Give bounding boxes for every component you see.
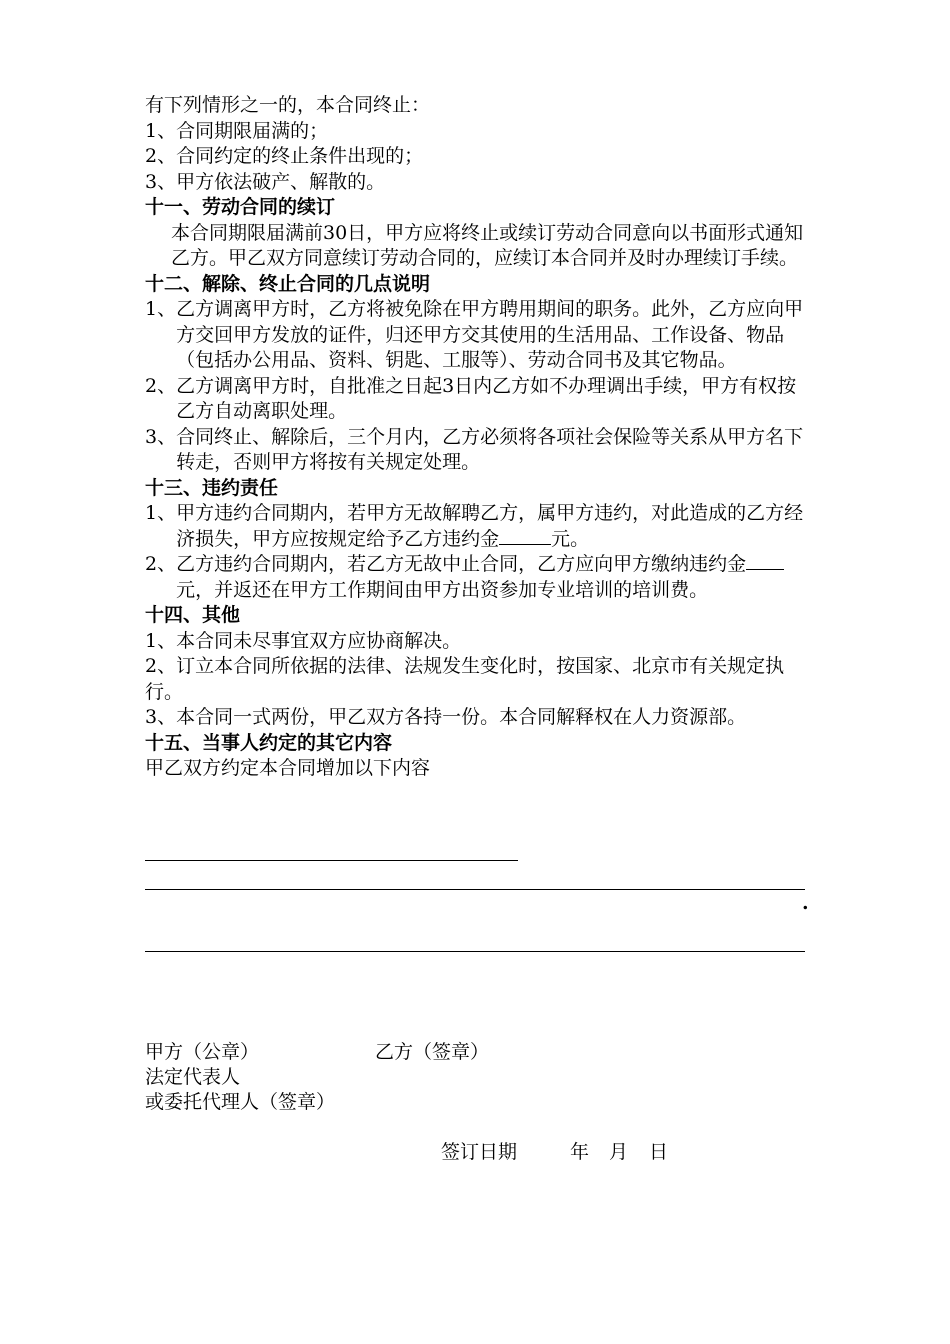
termination-item-1: 1、合同期限届满的； (145, 119, 329, 142)
section-12-item-3 (145, 425, 810, 476)
section-11-body: 本合同期限届满前30日，甲方应将终止或续订劳动合同意向以书面形式通知乙方。甲乙双方同意续订劳动合同的，应续订本合同并及时办理续订手续。 (171, 221, 804, 269)
fill-in-line-dot: . (802, 892, 809, 914)
item-text-before: 甲方违约合同期内，若甲方无故解聘乙方，属甲方违约，对此造成的乙方经济损失，甲方应按规定给予乙方违约金 (176, 502, 804, 550)
item-number: 2、 (145, 374, 177, 397)
item-number: 3、 (145, 425, 177, 448)
item-number: 2、 (145, 553, 177, 575)
item-text-after: 元。 (551, 527, 590, 550)
termination-intro: 有下列情形之一的，本合同终止： (145, 94, 431, 116)
contract-body (145, 93, 810, 782)
section-14-item-2: 2、订立本合同所依据的法律、法规发生变化时，按国家、北京市有关规定执行。 (145, 655, 785, 703)
item-text-before: 乙方违约合同期内，若乙方无故中止合同，乙方应向甲方缴纳违约金 (176, 553, 747, 575)
item-text (176, 552, 810, 603)
section-13-item-1 (145, 501, 810, 552)
signing-date-year: 年 (570, 1141, 590, 1163)
section-12-item-2 (145, 374, 810, 425)
legal-representative-label: 法定代表人 (145, 1066, 241, 1088)
signing-date-label: 签订日期 (441, 1141, 518, 1163)
item-number: 1、 (145, 502, 177, 524)
section-13-item-2 (145, 552, 810, 603)
section-14-item-1: 1、本合同未尽事宜双方应协商解决。 (145, 629, 462, 652)
section-13-heading: 十三、违约责任 (145, 476, 279, 499)
section-14-heading: 十四、其他 (145, 604, 241, 626)
termination-item-2: 2、合同约定的终止条件出现的； (145, 145, 424, 167)
section-15-body: 甲乙双方约定本合同增加以下内容 (145, 757, 431, 779)
party-a-seal-label: 甲方（公章） (145, 1041, 260, 1063)
item-number: 1、 (145, 298, 177, 320)
termination-item-3: 3、甲方依法破产、解散的。 (145, 170, 386, 193)
penalty-amount-blank-b[interactable] (746, 552, 784, 570)
fill-in-line-3[interactable] (145, 951, 805, 952)
signing-date-month: 月 (609, 1141, 629, 1163)
authorized-agent-label: 或委托代理人（签章） (145, 1091, 336, 1113)
item-text: 合同终止、解除后，三个月内，乙方必须将各项社会保险等关系从甲方名下转走，否则甲方将按有关规定处理。 (176, 425, 804, 473)
section-12-heading: 十二、解除、终止合同的几点说明 (145, 272, 431, 295)
party-b-seal-label: 乙方（签章） (375, 1041, 490, 1063)
item-text-after: 元，并返还在甲方工作期间由甲方出资参加专业培训的培训费。 (176, 578, 709, 601)
fill-in-line-2[interactable] (145, 889, 805, 890)
item-text: 乙方调离甲方时，乙方将被免除在甲方聘用期间的职务。此外，乙方应向甲方交回甲方发放的证件，归还甲方交其使用的生活用品、工作设备、物品（包括办公用品、资料、钥匙、工服等）、劳动合同书及其它物品。 (176, 298, 804, 371)
section-14-item-3: 3、本合同一式两份，甲乙双方各持一份。本合同解释权在人力资源部。 (145, 706, 747, 728)
penalty-amount-blank-a[interactable] (499, 527, 551, 545)
section-12-item-1 (145, 297, 810, 374)
item-text (176, 501, 810, 552)
section-15-heading: 十五、当事人约定的其它内容 (145, 731, 393, 754)
section-11-heading: 十一、劳动合同的续订 (145, 196, 336, 218)
fill-in-line-1[interactable] (145, 860, 518, 861)
signing-date-day: 日 (649, 1141, 669, 1163)
item-text: 乙方调离甲方时，自批准之日起3日内乙方如不办理调出手续，甲方有权按乙方自动离职处理。 (176, 374, 797, 422)
